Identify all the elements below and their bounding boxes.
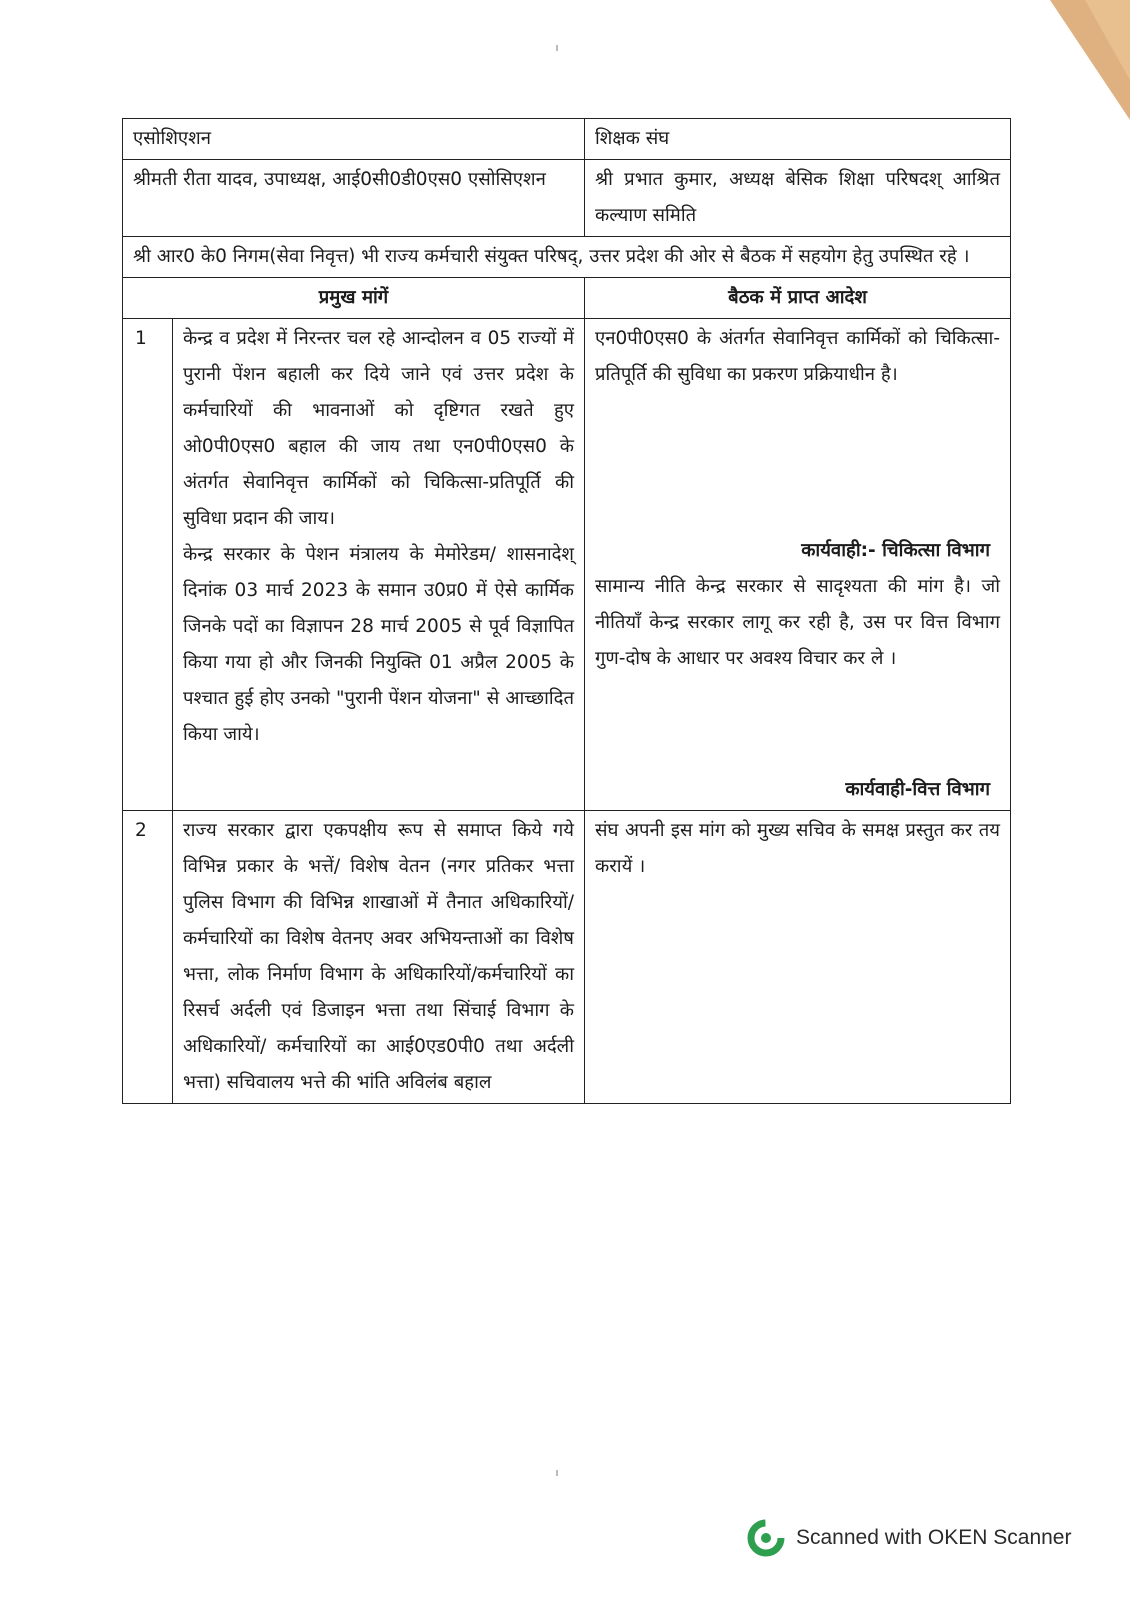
scanner-text: Scanned with OKEN Scanner [796,1526,1072,1549]
association-cell: एसोशिएशन [123,119,585,160]
demand-cell [173,319,585,811]
item-number: 1 [123,319,173,811]
participant-left-cell: श्रीमती रीता यादव, उपाध्यक्ष, आई0सी0डी0एस0 एसोसिएशन [123,160,585,237]
table-row [123,319,1011,811]
demand-paragraph: केन्द्र सरकार के पेशन मंत्रालय के मेमोरेडम/ शासनादेश् दिनांक 03 मार्च 2023 के समान उ0प्र0 में ऐसे कार्मिक जिनके पदों का विज्ञापन 28 मार्च 2005 से पूर्व विज्ञापित किया गया हो और जिनकी नियुक्ति 01 अप्रैल 2005 के पश्चात हुई होए उनको "पुरानी पेंशन योजना" से आच्छादित किया जाये। [183,544,575,745]
header-row-2 [123,160,1011,237]
demand-cell [173,811,585,1104]
scanner-watermark [746,1518,1071,1558]
demand-paragraph: केन्द्र व प्रदेश में निरन्तर चल रहे आन्दोलन व 05 राज्यों में पुरानी पेंशन बहाली कर दिये जाने एवं उत्तर प्रदेश के कर्मचारियों की भावनाओं को दृष्टिगत रखते हुए ओ0पी0एस0 बहाल की जाय तथा एन0पी0एस0 के अंतर्गत सेवानिवृत्त कार्मिकों को चिकित्सा-प्रतिपूर्ति की सुविधा प्रदान की जाय। [183,328,575,529]
order-paragraph: संघ अपनी इस मांग को मुख्य सचिव के समक्ष प्रस्तुत कर तय करायें । [595,820,1001,877]
order-cell [585,319,1011,811]
teacher-union-cell: शिक्षक संघ [585,119,1011,160]
page-corner-fold-shade [1085,0,1130,80]
order-cell [585,811,1011,1104]
header-row-3 [123,237,1011,278]
demand-paragraph: राज्य सरकार द्वारा एकपक्षीय रूप से समाप्त किये गये विभिन्न प्रकार के भत्तें/ विशेष वेतन (नगर प्रतिकर भत्ता पुलिस विभाग की विभिन्न शाखाओं में तैनात अधिकारियों/ कर्मचारियों का विशेष वेतनए अवर अभियन्ताओं का विशेष भत्ता, लोक निर्माण विभाग के अधिकारियों/कर्मचारियों का रिसर्च अर्दली एवं डिजाइन भत्ता तथा सिंचाई विभाग के अधिकारियों/ कर्मचारियों का आई0एड0पी0 तथा अर्दली भत्ता) सचिवालय भत्ते की भांति अविलंब बहाल [183,820,575,1093]
oken-logo-icon [746,1518,786,1558]
order-paragraph: सामान्य नीति केन्द्र सरकार से सादृश्यता की मांग है। जो नीतियाँ केन्द्र सरकार लागू कर रही है, उस पर वित्त विभाग गुण-दोष के आधार पर अवश्य विचार कर ले । [595,576,1001,669]
column-header-row [123,278,1011,319]
demands-column-header: प्रमुख मांगें [123,278,585,319]
scan-mark [556,1470,558,1476]
item-number: 2 [123,811,173,1104]
action-department: कार्यवाही-वित्त विभाग [845,779,991,800]
document-body [122,118,1010,1104]
meeting-table [122,118,1011,1104]
action-department: कार्यवाही:- चिकित्सा विभाग [801,540,991,561]
header-row-1 [123,119,1011,160]
participant-right-cell: श्री प्रभात कुमार, अध्यक्ष बेसिक शिक्षा परिषदश् आश्रित कल्याण समिति [585,160,1011,237]
scan-mark [556,45,558,51]
table-row [123,811,1011,1104]
attendance-note: श्री आर0 के0 निगम(सेवा निवृत्त) भी राज्य कर्मचारी संयुक्त परिषद्, उत्तर प्रदेश की ओर से बैठक में सहयोग हेतु उपस्थित रहे । [123,237,1011,278]
orders-column-header: बैठक में प्राप्त आदेश [585,278,1011,319]
order-paragraph: एन0पी0एस0 के अंतर्गत सेवानिवृत्त कार्मिकों को चिकित्सा-प्रतिपूर्ति की सुविधा का प्रकरण प्रक्रियाधीन है। [595,328,1001,385]
